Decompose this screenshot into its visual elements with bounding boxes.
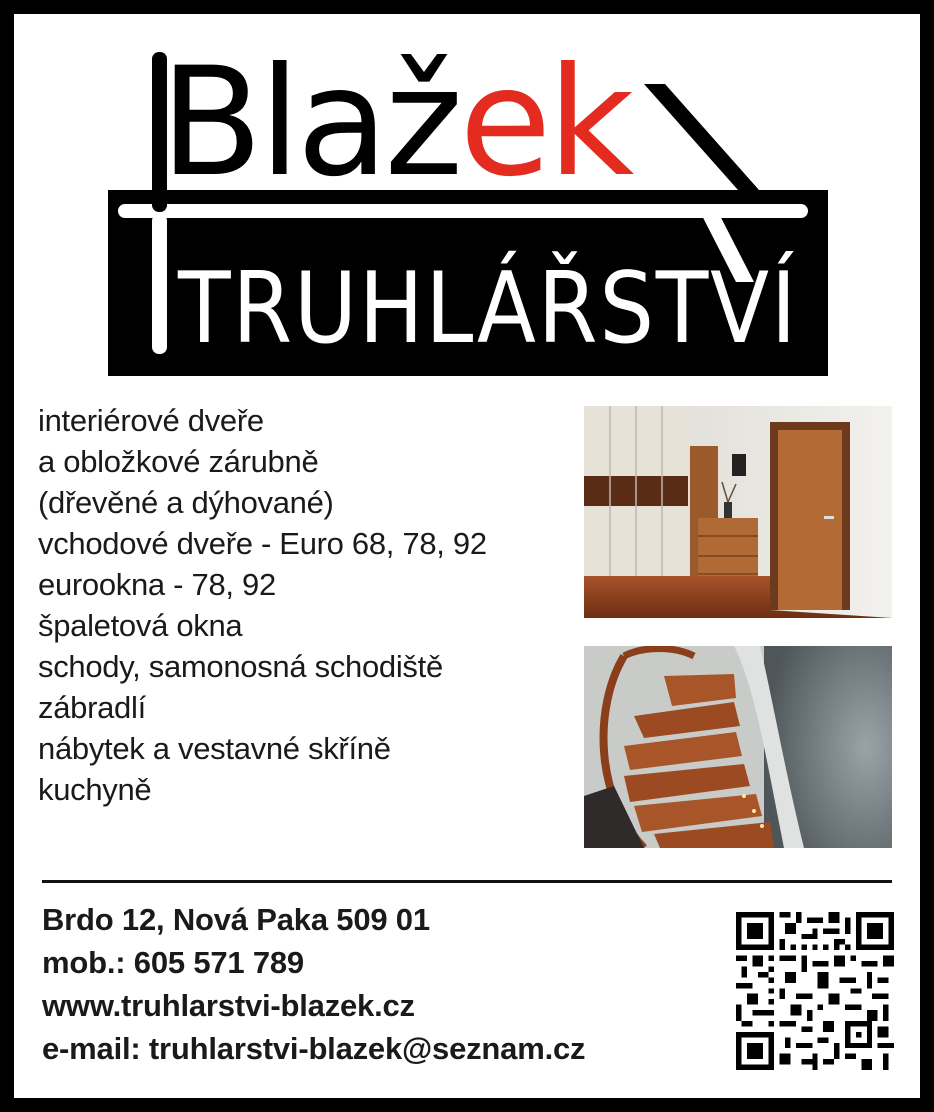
mobile-phone: mob.: 605 571 789 <box>42 945 304 980</box>
divider <box>42 880 892 883</box>
service-item: (dřevěné a dýhované) <box>38 485 334 520</box>
service-item: schody, samonosná schodiště <box>38 649 443 684</box>
email-link[interactable]: e-mail: truhlarstvi-blazek@seznam.cz <box>42 1031 586 1066</box>
service-item: a obložkové zárubně <box>38 444 319 479</box>
service-item: špaletová okna <box>38 608 243 643</box>
contact-info <box>42 898 742 1070</box>
service-item: nábytek a vestavné skříně <box>38 731 391 766</box>
brand-name <box>160 36 635 210</box>
service-item: interiérové dveře <box>38 403 264 438</box>
website-link[interactable]: www.truhlarstvi-blazek.cz <box>42 988 415 1023</box>
logo-graphic <box>14 14 920 384</box>
flyer <box>14 14 920 1098</box>
interior-photo <box>584 406 892 618</box>
service-item: kuchyně <box>38 772 152 807</box>
service-item: zábradlí <box>38 690 146 725</box>
staircase-photo <box>584 646 892 848</box>
logo <box>14 14 920 384</box>
qr-code <box>736 912 894 1070</box>
brand-name-dark: Blaž <box>160 36 460 210</box>
brand-name-red: ek <box>459 36 631 210</box>
service-item: eurookna - 78, 92 <box>38 567 276 602</box>
services-list <box>38 400 598 810</box>
service-item: vchodové dveře - Euro 68, 78, 92 <box>38 526 487 561</box>
brand-subtitle: TRUHLÁŘSTVÍ <box>178 252 884 366</box>
address: Brdo 12, Nová Paka 509 01 <box>42 902 430 937</box>
